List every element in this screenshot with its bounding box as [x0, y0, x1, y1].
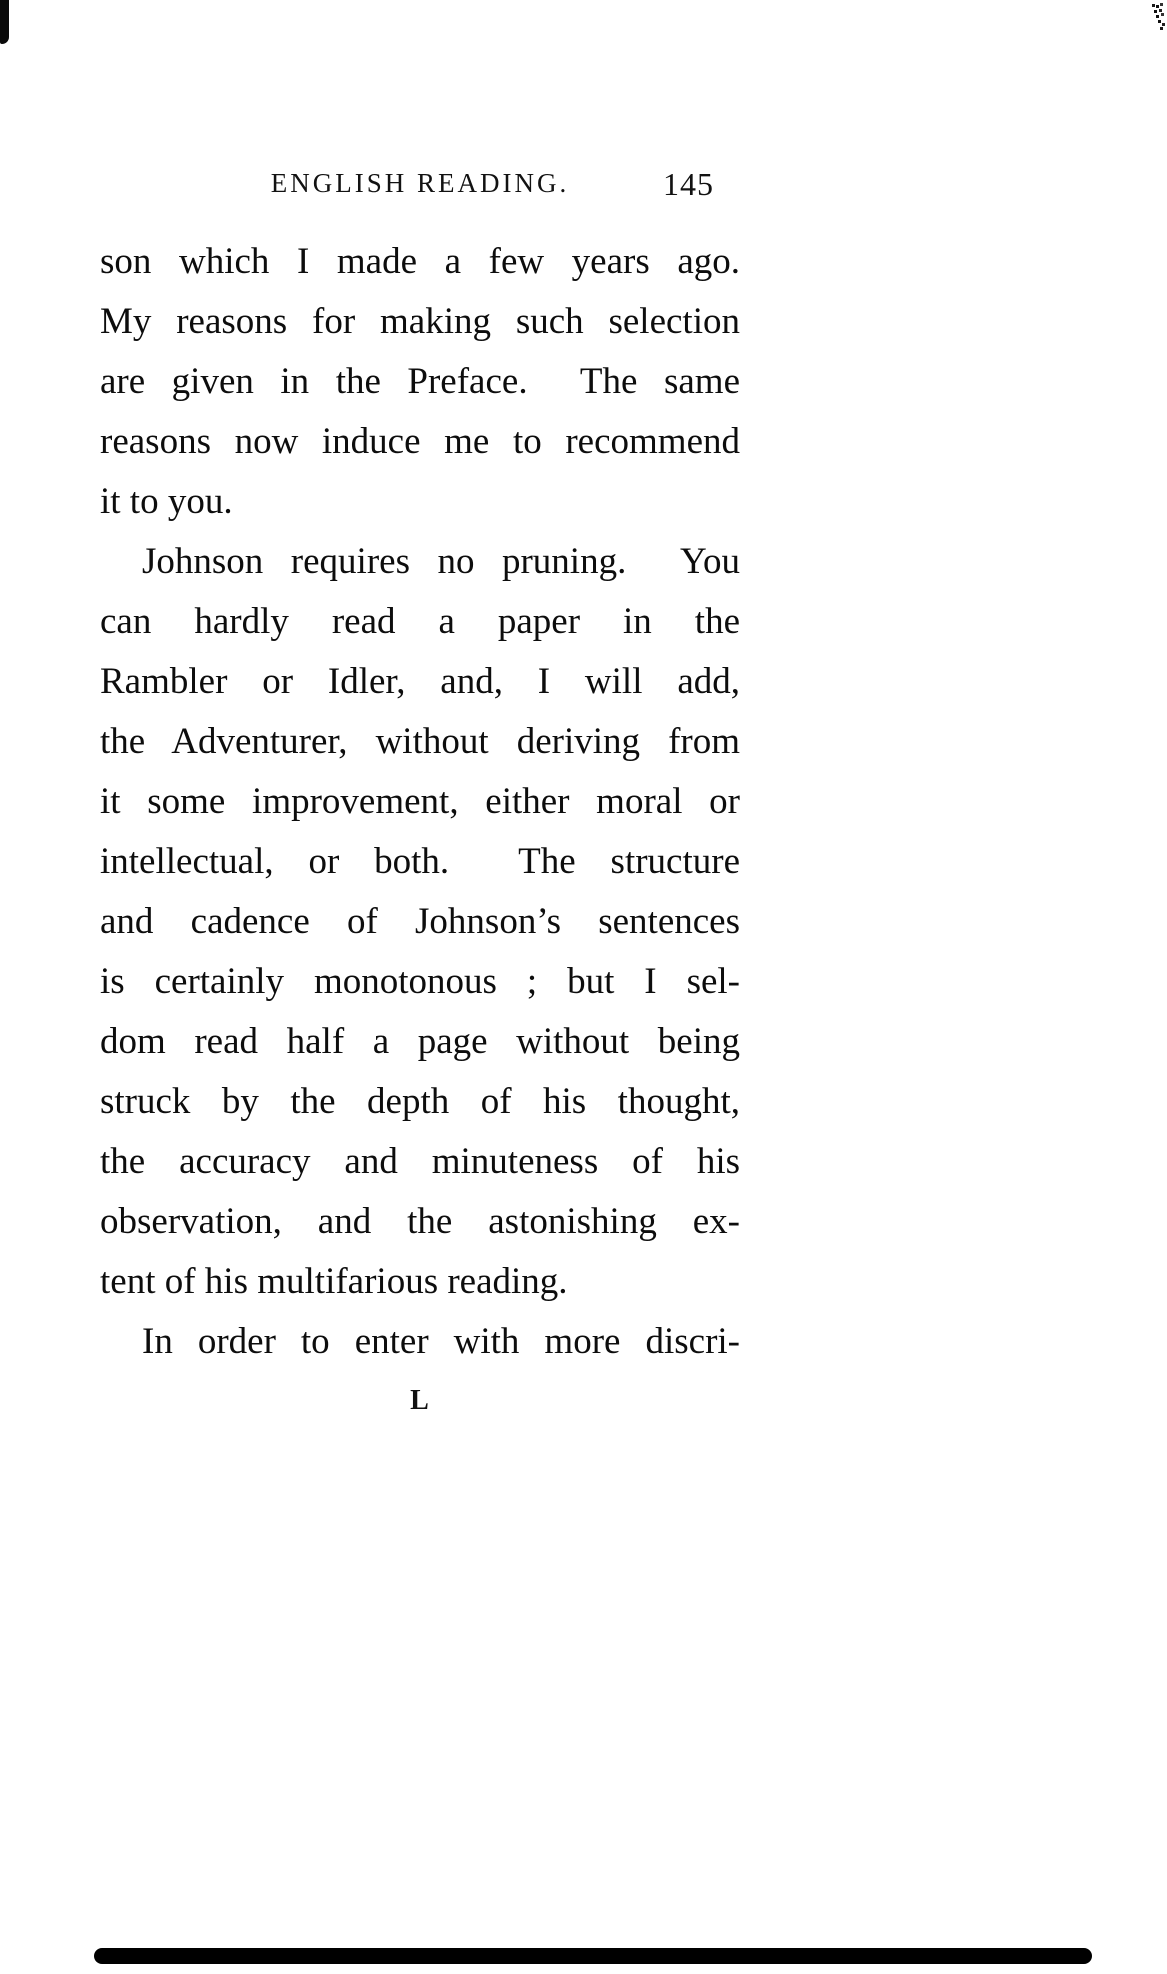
text-line: dom read half a page without being [100, 1021, 740, 1062]
body-text [100, 232, 740, 1372]
page-header-title: ENGLISH READING. [270, 168, 570, 198]
scan-artifact-left-edge [0, 0, 9, 44]
text-line: the accuracy and minuteness of his [100, 1141, 740, 1182]
text-line: observation, and the astonishing ex- [100, 1201, 740, 1242]
page-number: 145 [663, 166, 714, 202]
text-line: Rambler or Idler, and, I will add, [100, 661, 740, 702]
text-line: the Adventurer, without deriving from [100, 721, 740, 762]
printer-signature: L [410, 1385, 430, 1416]
scan-artifact-bottom-bar [94, 1948, 1092, 1964]
text-line: son which I made a few years ago. [100, 241, 740, 282]
running-header [100, 168, 740, 212]
text-line: it to you. [100, 481, 233, 522]
scan-noise-top-right [1152, 4, 1155, 7]
text-line: can hardly read a paper in the [100, 601, 740, 642]
text-line: Johnson requires no pruning. You [142, 541, 740, 582]
text-line: intellectual, or both. The structure [100, 841, 740, 882]
text-line: are given in the Preface. The same [100, 361, 740, 402]
text-line: struck by the depth of his thought, [100, 1081, 740, 1122]
text-line: it some improvement, either moral or [100, 781, 740, 822]
text-line: My reasons for making such selection [100, 301, 740, 342]
text-line: is certainly monotonous ; but I sel- [100, 961, 740, 1002]
text-line: In order to enter with more discri- [142, 1321, 740, 1362]
text-line: reasons now induce me to recommend [100, 421, 740, 462]
text-line: and cadence of Johnson’s sentences [100, 901, 740, 942]
text-line: tent of his multifarious reading. [100, 1261, 568, 1302]
